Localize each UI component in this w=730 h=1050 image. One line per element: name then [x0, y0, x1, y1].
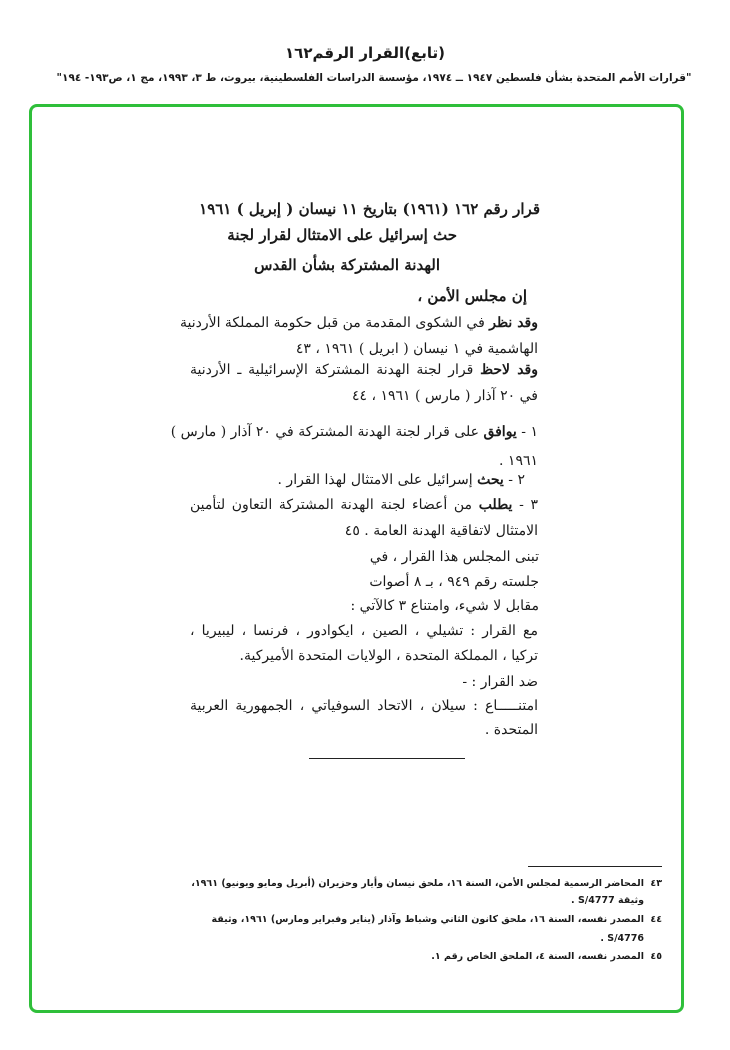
item-1-text: على قرار لجنة الهدنة المشتركة في ٢٠ آذار ( مارس ) — [170, 424, 484, 440]
item-3-number: ٣ - — [512, 497, 538, 513]
item-1-number: ١ - — [516, 424, 538, 440]
footnote-45-line-1: المصدر نفسه، السنة ٤، الملحق الخاص رقم ١. — [431, 951, 644, 962]
adoption-line-2: جلسته رقم ٩٤٩ ، بـ ٨ أصوات — [369, 574, 539, 590]
abstentions-line-1: امتنـــــاع : سيلان ، الاتحاد السوفياتي ، الجمهورية العربية — [190, 698, 538, 714]
section-end-rule — [309, 758, 465, 759]
resolution-subtitle-line-1: حث إسرائيل على الامتثال لقرار لجنة — [227, 226, 457, 244]
operative-item-3 — [190, 497, 538, 513]
item-3-keyword: يطلب — [478, 497, 513, 513]
footnote-44-number: ٤٤ — [650, 914, 662, 925]
item-2-keyword: يحث — [477, 472, 504, 488]
preamble-2-text: قرار لجنة الهدنة المشتركة الإسرائيلية ـ الأردنية — [190, 362, 481, 378]
operative-item-2 — [278, 472, 525, 488]
footnote-43-line-2: وثيقة S/4777 . — [571, 895, 644, 906]
footnote-separator-rule — [528, 866, 662, 867]
item-3-text: من أعضاء لجنة الهدنة المشتركة التعاون لتأمين — [190, 497, 479, 513]
item-2-number: ٢ - — [503, 472, 525, 488]
security-council-heading: إن مجلس الأمن ، — [417, 287, 527, 305]
adoption-line-3: مقابل لا شيء، وامتناع ٣ كالآتي : — [350, 598, 539, 614]
source-citation: "قرارات الأمم المتحدة بشأن فلسطين ١٩٤٧ ــ ١٩٧٤، مؤسسة الدراسات الفلسطينية، بيروت، ط ٣، ١٩٩٣، مج ١، ص١٩٣- ١٩٤" — [56, 72, 692, 84]
resolution-title: قرار رقم ١٦٢ (١٩٦١) بتاريخ ١١ نيسان ( إبريل ) ١٩٦١ — [199, 200, 540, 218]
resolution-subtitle-line-2: الهدنة المشتركة بشأن القدس — [254, 256, 440, 274]
preamble-1-text: في الشكوى المقدمة من قبل حكومة المملكة الأردنية — [179, 315, 490, 331]
votes-against: ضد القرار : - — [462, 674, 538, 690]
footnote-44-line-2: S/4776 . — [600, 933, 644, 944]
item-2-text: إسرائيل على الامتثال لهذا القرار . — [277, 472, 478, 488]
votes-for-line-2: تركيا ، المملكة المتحدة ، الولايات المتحدة الأميركية. — [239, 648, 538, 664]
operative-item-1 — [170, 424, 538, 440]
preamble-2-line-2: في ٢٠ آذار ( مارس ) ١٩٦١ ، ٤٤ — [352, 388, 538, 404]
page-header-title: (تابع)القرار الرقم١٦٢ — [285, 44, 445, 62]
item-1-keyword: يوافق — [483, 424, 517, 440]
preamble-1-line-2: الهاشمية في ١ نيسان ( ابريل ) ١٩٦١ ، ٤٣ — [295, 341, 538, 357]
abstentions-line-2: المتحدة . — [484, 722, 538, 738]
footnote-45-number: ٤٥ — [650, 951, 662, 962]
preamble-paragraph-2 — [190, 362, 538, 378]
preamble-2-keyword: وقد لاحظ — [480, 362, 538, 378]
preamble-paragraph-1 — [179, 315, 538, 331]
item-3-line-2: الامتثال لاتفاقية الهدنة العامة . ٤٥ — [344, 523, 538, 539]
footnote-43-line-1: المحاضر الرسمية لمجلس الأمن، السنة ١٦، ملحق نيسان وأيار وحزيران (أبريل ومايو ويونيو) ١٩٦١، — [191, 878, 644, 889]
adoption-line-1: تبنى المجلس هذا القرار ، في — [369, 549, 539, 565]
footnote-43-number: ٤٣ — [650, 878, 662, 889]
votes-for-line-1: مع القرار : تشيلي ، الصين ، ايكوادور ، فرنسا ، ليبيريا ، — [190, 623, 538, 639]
footnote-44-line-1: المصدر نفسه، السنة ١٦، ملحق كانون الثاني وشباط وآذار (يناير وفبراير ومارس) ١٩٦١، وثيقة — [211, 914, 644, 925]
preamble-1-keyword: وقد نظر — [489, 315, 538, 331]
item-1-line-2: ١٩٦١ . — [499, 453, 538, 469]
